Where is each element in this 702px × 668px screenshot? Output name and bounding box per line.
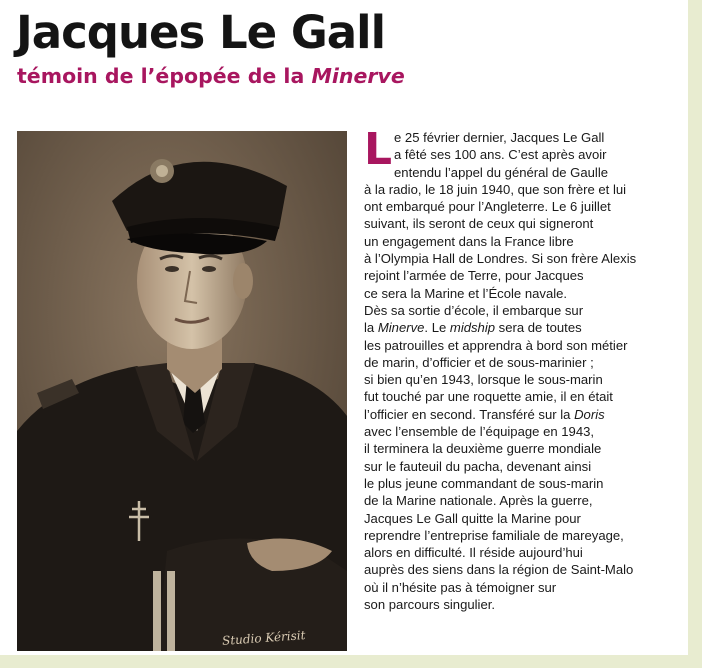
ship-name-minerve: Minerve [377,320,425,336]
article-line: Jacques Le Gall quitte la Marine pour [364,510,581,526]
article-body [364,124,684,613]
line-text: l’officier en second. Transféré sur la [364,406,575,422]
bottom-margin-band [0,655,702,668]
article-line: rejoint l’armée de Terre, pour Jacques [364,268,584,284]
article-line: un engagement dans la France libre [364,233,574,249]
article-line: de marin, d’officier et de sous-marinier ; [364,354,594,370]
article-line: suivant, ils seront de ceux qui signeront [364,216,594,232]
article-line: ce sera la Marine et l’École navale. [364,285,568,301]
article-line: e 25 février dernier, Jacques Le Gall [394,130,605,145]
article-line: à la radio, le 18 juin 1940, que son frère et lui [364,181,627,197]
article-line: ont embarqué pour l’Angleterre. Le 6 juillet [364,199,611,215]
article-line: alors en difficulté. Il réside aujourd’hui [364,545,583,561]
article-line: fut touché par une roquette amie, il en était [364,389,613,405]
ship-name-doris: Doris [574,406,605,422]
line-text: sera de toutes [495,320,582,336]
article-line: sur le fauteuil du pacha, devenant ainsi [364,458,592,474]
article-line: à l’Olympia Hall de Londres. Si son frère Alexis [364,251,637,267]
article-line: de la Marine nationale. Après la guerre, [364,493,593,509]
article-title: Jacques Le Gall [16,6,386,59]
subtitle-text: témoin de l’épopée de la [17,64,312,88]
photo-studio-signature: Studio Kérisit [221,628,306,648]
subtitle-ship-name: Minerve [311,64,405,88]
article-line: les patrouilles et apprendra à bord son métier [364,337,628,353]
article-line [364,319,684,336]
portrait-illustration [17,131,347,651]
article-line: entendu l’appel du général de Gaulle [394,164,609,180]
article-line: si bien qu’en 1943, lorsque le sous-marin [364,372,603,388]
article-line: il terminera la deuxième guerre mondiale [364,441,602,457]
article-line [364,406,684,423]
term-midship: midship [449,320,496,336]
article-line: avec l’ensemble de l’équipage en 1943, [364,424,595,440]
line-text: . Le [424,320,450,336]
article-line: reprendre l’entreprise familiale de mareyage, [364,527,624,543]
article-line: auprès des siens dans la région de Saint-Malo [364,562,634,578]
right-margin-band [688,0,702,668]
article-subtitle [17,64,405,88]
article-line: son parcours singulier. [364,597,496,613]
article-line: a fêté ses 100 ans. C’est après avoir [394,147,607,163]
article-line: Dès sa sortie d’école, il embarque sur [364,302,584,318]
line-text: la [364,320,378,336]
portrait-photo [17,131,347,651]
article-line: le plus jeune commandant de sous-marin [364,475,604,491]
drop-cap: L [364,124,393,175]
article-line: où il n’hésite pas à témoigner sur [364,579,557,595]
